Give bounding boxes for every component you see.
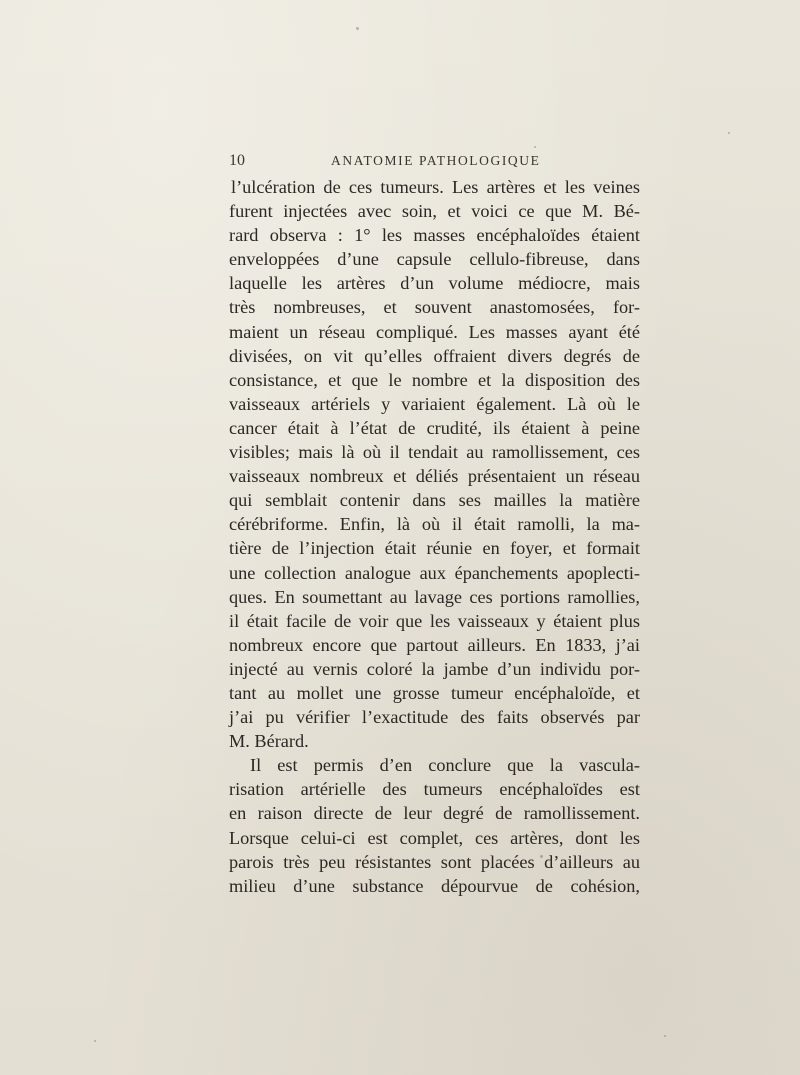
paper-speck [356,27,359,30]
running-head [229,152,640,174]
paper-speck [664,1035,666,1037]
text-line: laquelle les artères d’un volume médiocre, mais [229,273,640,294]
text-line: l’ulcération de ces tumeurs. Les artères et les veines [231,177,640,197]
text-line: injecté au vernis coloré la jambe d’un individu por- [229,658,640,679]
text-line: milieu d’une substance dépourvue de cohésion, [229,875,640,896]
text-line: ques. En soumettant au lavage ces portions ramollies, [229,586,640,607]
page-number: 10 [229,152,245,169]
paper-speck [94,1040,96,1042]
text-line: en raison directe de leur degré de ramollissement. [229,803,640,824]
text-line: vaisseaux nombreux et déliés présentaient un réseau [229,466,640,487]
text-line: très nombreuses, et souvent anastomosées, for- [229,297,640,318]
text-line: Il est permis d’en conclure que la vascula- [250,755,640,776]
text-line: nombreux encore que partout ailleurs. En 1833, j’ai [229,634,640,655]
paper-speck [728,132,730,134]
text-line: cancer était à l’état de crudité, ils étaient à peine [229,417,640,438]
text-line: tant au mollet une grosse tumeur encéphaloïde, et [229,682,640,703]
text-line: enveloppées d’une capsule cellulo-fibreuse, dans [229,249,640,270]
paper-speck [534,146,536,148]
text-line: visibles; mais là où il tendait au ramollissement, ces [229,442,640,463]
text-line: furent injectées avec soin, et voici ce que M. Bé- [229,201,640,222]
text-line: cérébriforme. Enfin, là où il était ramolli, la ma- [229,514,640,535]
text-line: vaisseaux artériels y variaient également. Là où le [229,393,640,414]
text-line: Lorsque celui-ci est complet, ces artères, dont les [229,827,640,848]
text-line: il était facile de voir que les vaisseaux y étaient plus [229,610,640,631]
text-line: tière de l’injection était réunie en foyer, et formait [229,538,640,559]
text-line: rard observa : 1° les masses encéphaloïdes étaient [229,225,640,246]
text-line: une collection analogue aux épanchements apoplecti- [229,562,640,583]
text-line: j’ai pu vérifier l’exactitude des faits observés par [229,707,640,728]
text-line: M. Bérard. [229,731,309,752]
text-line: consistance, et que le nombre et la disposition des [229,369,640,390]
text-line: maient un réseau compliqué. Les masses ayant été [229,321,640,342]
body-text [229,175,640,898]
text-line: divisées, on vit qu’elles offraient divers degrés de [229,345,640,366]
running-head-title: ANATOMIE PATHOLOGIQUE [331,153,541,168]
text-line: parois très peu résistantes sont placées d’ailleurs au [229,851,640,872]
text-line: qui semblait contenir dans ses mailles la matière [229,490,640,511]
text-line: risation artérielle des tumeurs encéphaloïdes est [229,779,640,800]
